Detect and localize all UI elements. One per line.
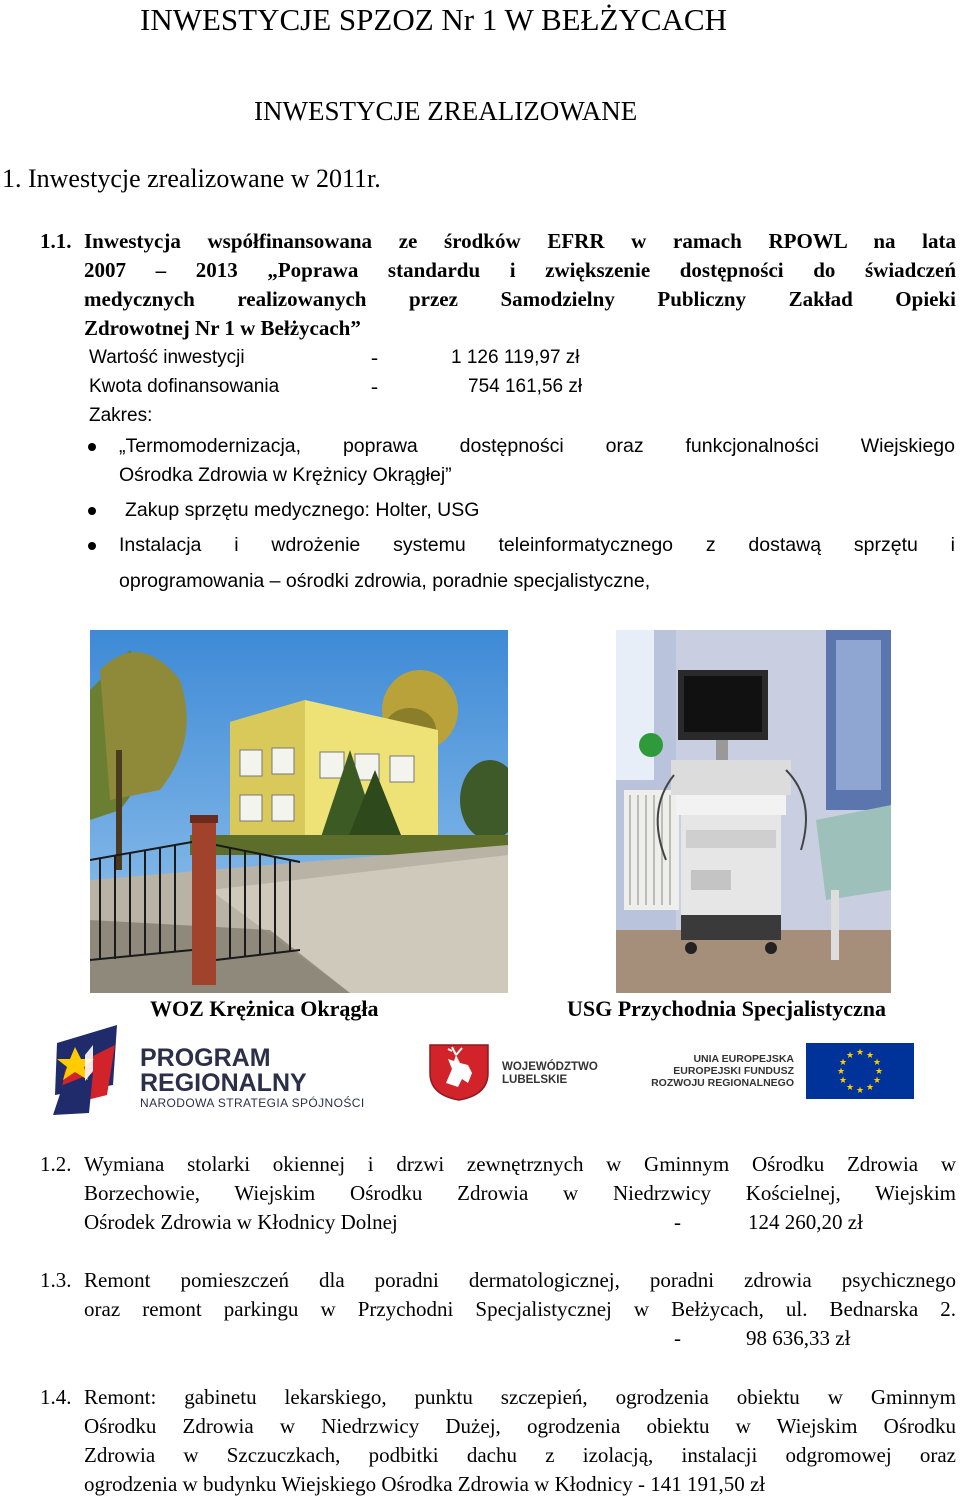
left-photo-caption: WOZ Krężnica Okrągła <box>150 996 379 1021</box>
item-1-2-amount: 124 260,20 zł <box>748 1210 863 1234</box>
program-regionalny-logo-icon <box>45 1025 135 1117</box>
bullet-icon <box>88 542 96 550</box>
woj-line1: WOJEWÓDZTWO <box>502 1061 598 1073</box>
item-1-2-dash: - <box>674 1210 681 1234</box>
item-1-4-line: Zdrowia w Szczuczkach, podbitki dachu z izolacją, instalacji odgromowej oraz <box>84 1443 956 1467</box>
cofunding-amount: 754 161,56 zł <box>468 376 583 397</box>
svg-text:★: ★ <box>865 1051 875 1061</box>
program-logo-line2: REGIONALNY <box>140 1069 307 1097</box>
item-1-2-line: Wymiana stolarki okiennej i drzwi zewnętrznych w Gminnym Ośrodku Zdrowia w <box>84 1152 956 1176</box>
item-1-2-line: Borzechowie, Wiejskim Ośrodku Zdrowia w Niedrzwicy Kościelnej, Wiejskim <box>84 1181 956 1205</box>
section-heading: 1. Inwestycje zrealizowane w 2011r. <box>2 164 381 193</box>
bullet-icon <box>88 443 96 451</box>
item-1-3-number: 1.3. <box>40 1268 72 1292</box>
scope-item-3-line: oprogramowania – ośrodki zdrowia, poradnie specjalistyczne, <box>119 570 651 592</box>
svg-text:★: ★ <box>838 1058 848 1068</box>
scope-item-1-line: Ośrodka Zdrowia w Krężnicy Okrągłej” <box>119 464 452 486</box>
building-photo <box>90 630 508 993</box>
usg-photo <box>616 630 891 993</box>
svg-text:★: ★ <box>865 1083 875 1093</box>
item-1-3-dash: - <box>674 1326 681 1350</box>
item-1-4-line: Ośrodku Zdrowia w Niedrzwicy Dużej, ogrodzenia obiektu w Wiejskim Ośrodku <box>84 1414 956 1438</box>
item-1-1-line: Zdrowotnej Nr 1 w Bełżycach” <box>84 316 361 340</box>
eu-line1: UNIA EUROPEJSKA <box>693 1053 794 1065</box>
investment-value-amount: 1 126 119,97 zł <box>451 347 580 368</box>
item-1-1-line: Inwestycja współfinansowana ze środków EFRR w ramach RPOWL na lata <box>84 229 956 253</box>
right-photo-caption: USG Przychodnia Specjalistyczna <box>567 996 886 1021</box>
scope-item-2: Zakup sprzętu medycznego: Holter, USG <box>125 499 480 521</box>
eu-line2: EUROPEJSKI FUNDUSZ <box>673 1065 794 1077</box>
cofunding-dash: - <box>371 374 378 398</box>
svg-text:★: ★ <box>872 1058 882 1068</box>
eu-line3: ROZWOJU REGIONALNEGO <box>651 1077 794 1089</box>
program-logo-line1: PROGRAM <box>140 1044 271 1072</box>
item-1-3-line: Remont pomieszczeń dla poradni dermatologicznej, poradni zdrowia psychicznego <box>84 1268 956 1292</box>
lubelskie-coat-of-arms-icon <box>428 1043 490 1101</box>
item-1-4-line: ogrodzenia w budynku Wiejskiego Ośrodka Zdrowia w Kłodnicy - 141 191,50 zł <box>84 1472 766 1496</box>
item-1-4-line: Remont: gabinetu lekarskiego, punktu szczepień, ogrodzenia obiektu w Gminnym <box>84 1385 956 1409</box>
item-1-3-line: oraz remont parkingu w Przychodni Specjalistycznej w Bełżycach, ul. Bednarska 2. <box>84 1297 956 1321</box>
investment-value-label: Wartość inwestycji <box>89 347 245 368</box>
scope-item-1-line: „Termomodernizacja, poprawa dostępności oraz funkcjonalności Wiejskiego <box>119 435 955 457</box>
item-1-1-line: 2007 – 2013 „Poprawa standardu i zwiększenie dostępności do świadczeń <box>84 258 956 282</box>
item-1-3-amount: 98 636,33 zł <box>746 1326 851 1350</box>
svg-text:★: ★ <box>874 1067 884 1077</box>
scope-item-3-line: Instalacja i wdrożenie systemu teleinformatycznego z dostawą sprzętu i <box>119 534 955 556</box>
program-logo-line3: NARODOWA STRATEGIA SPÓJNOŚCI <box>140 1096 365 1110</box>
investment-value-dash: - <box>371 345 378 369</box>
eu-flag-icon <box>806 1043 914 1099</box>
item-1-1-line: medycznych realizowanych przez Samodzielny Publiczny Zakład Opieki <box>84 287 956 311</box>
cofunding-label: Kwota dofinansowania <box>89 376 280 397</box>
woj-line2: LUBELSKIE <box>502 1074 568 1086</box>
item-1-2-number: 1.2. <box>40 1152 72 1176</box>
item-1-1-number: 1.1. <box>40 229 72 253</box>
svg-text:★: ★ <box>855 1086 865 1096</box>
scope-label: Zakres: <box>89 405 153 426</box>
svg-text:★: ★ <box>845 1051 855 1061</box>
bullet-icon <box>88 507 96 515</box>
svg-text:★: ★ <box>855 1048 865 1058</box>
svg-text:★: ★ <box>836 1067 846 1077</box>
svg-text:★: ★ <box>845 1083 855 1093</box>
page-subtitle: INWESTYCJE ZREALIZOWANE <box>254 96 638 126</box>
item-1-4-number: 1.4. <box>40 1385 72 1409</box>
svg-text:★: ★ <box>838 1076 848 1086</box>
item-1-2-line: Ośrodek Zdrowia w Kłodnicy Dolnej <box>84 1210 398 1234</box>
page-title: INWESTYCJE SPZOZ Nr 1 W BEŁŻYCACH <box>140 2 727 37</box>
svg-text:★: ★ <box>872 1076 882 1086</box>
